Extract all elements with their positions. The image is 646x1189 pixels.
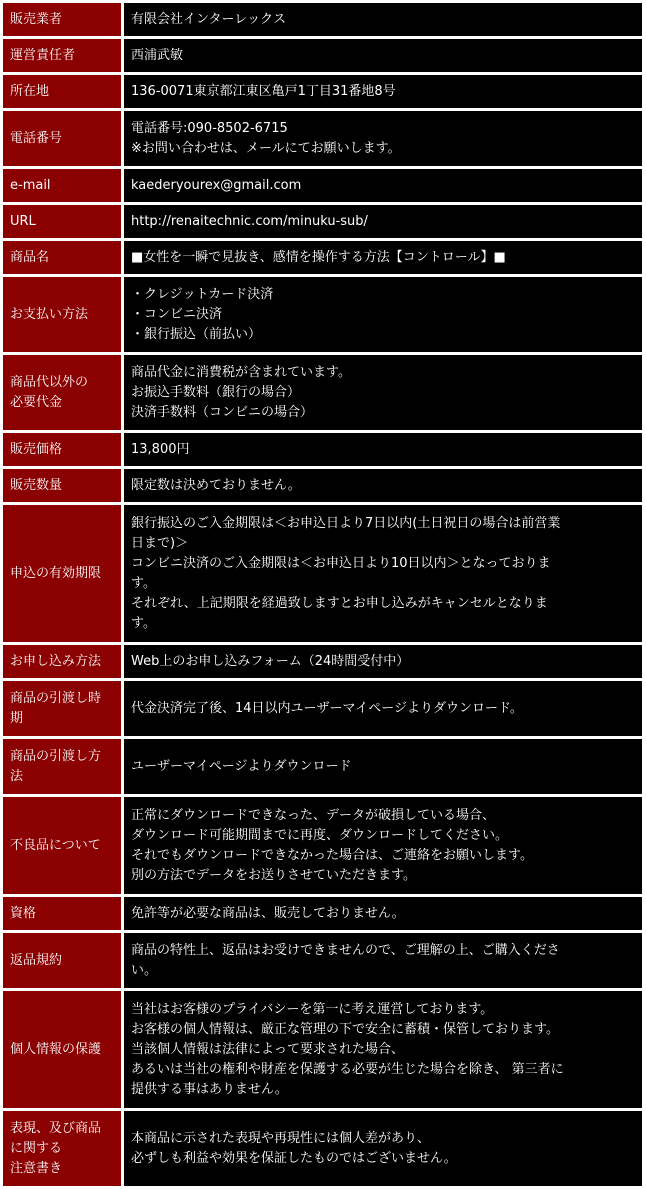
row-label: 資格 <box>3 897 121 930</box>
row-label: お支払い方法 <box>3 277 121 352</box>
table-row <box>3 169 642 202</box>
table-row <box>3 897 642 930</box>
row-label: 運営責任者 <box>3 39 121 72</box>
row-value: ユーザーマイページよりダウンロード <box>124 739 642 794</box>
row-value: 正常にダウンロードできなった、データが破損している場合、 ダウンロード可能期間までに再度、ダウンロードしてください。 それでもダウンロードできなかった場合は、ご連絡をお願いします。 別の方法でデータをお送りさせていただきます。 <box>124 797 642 894</box>
row-value: Web上のお申し込みフォーム（24時間受付中） <box>124 645 642 678</box>
table-row <box>3 469 642 502</box>
row-value: 限定数は決めておりません。 <box>124 469 642 502</box>
row-label: 商品の引渡し時 期 <box>3 681 121 736</box>
table-row <box>3 991 642 1108</box>
row-value: 電話番号:090-8502-6715 ※お問い合わせは、メールにてお願いします。 <box>124 111 642 166</box>
row-value: 代金決済完了後、14日以内ユーザーマイページよりダウンロード。 <box>124 681 642 736</box>
row-label: 表現、及び商品 に関する 注意書き <box>3 1111 121 1186</box>
row-label: お申し込み方法 <box>3 645 121 678</box>
row-label: 個人情報の保護 <box>3 991 121 1108</box>
table-row <box>3 681 642 736</box>
table-row <box>3 355 642 430</box>
row-label: 所在地 <box>3 75 121 108</box>
row-label: 商品名 <box>3 241 121 274</box>
row-value: http://renaitechnic.com/minuku-sub/ <box>124 205 642 238</box>
row-label: 商品の引渡し方 法 <box>3 739 121 794</box>
row-label: 返品規約 <box>3 933 121 988</box>
table-row <box>3 3 642 36</box>
table-row <box>3 111 642 166</box>
row-value: 136-0071東京都江東区亀戸1丁目31番地8号 <box>124 75 642 108</box>
row-value: 本商品に示された表現や再現性には個人差があり、 必ずしも利益や効果を保証したものではございません。 <box>124 1111 642 1186</box>
row-label: e-mail <box>3 169 121 202</box>
row-label: 販売業者 <box>3 3 121 36</box>
table-row <box>3 505 642 642</box>
row-value: kaederyourex@gmail.com <box>124 169 642 202</box>
table-row <box>3 241 642 274</box>
table-row <box>3 739 642 794</box>
row-value: 銀行振込のご入金期限は＜お申込日より7日以内(土日祝日の場合は前営業 日まで)＞ コンビニ決済のご入金期限は＜お申込日より10日以内＞となっておりま す。 それぞれ、上記期限を経過致しますとお申し込みがキャンセルとなりま す。 <box>124 505 642 642</box>
row-label: 不良品について <box>3 797 121 894</box>
row-label: URL <box>3 205 121 238</box>
row-value: ■女性を一瞬で見抜き、感情を操作する方法【コントロール】■ <box>124 241 642 274</box>
row-label: 申込の有効期限 <box>3 505 121 642</box>
table-row <box>3 933 642 988</box>
row-value: 当社はお客様のプライバシーを第一に考え運営しております。 お客様の個人情報は、厳正な管理の下で安全に蓄積・保管しております。 当該個人情報は法律によって要求された場合、 あるいは当社の権利や財産を保護する必要が生じた場合を除き、 第三者に 提供する事はありません。 <box>124 991 642 1108</box>
table-row <box>3 277 642 352</box>
row-value: 13,800円 <box>124 433 642 466</box>
row-label: 販売価格 <box>3 433 121 466</box>
row-value: ・クレジットカード決済 ・コンビニ決済 ・銀行振込（前払い） <box>124 277 642 352</box>
row-value: 免許等が必要な商品は、販売しておりません。 <box>124 897 642 930</box>
table-row <box>3 75 642 108</box>
table-row <box>3 645 642 678</box>
row-value: 商品の特性上、返品はお受けできませんので、ご理解の上、ご購入くださ い。 <box>124 933 642 988</box>
table-row <box>3 39 642 72</box>
table-row <box>3 433 642 466</box>
row-value: 有限会社インターレックス <box>124 3 642 36</box>
row-value: 西浦武敏 <box>124 39 642 72</box>
table-row <box>3 1111 642 1186</box>
table-row <box>3 205 642 238</box>
row-label: 商品代以外の 必要代金 <box>3 355 121 430</box>
row-value: 商品代金に消費税が含まれています。 お振込手数料（銀行の場合） 決済手数料（コンビニの場合） <box>124 355 642 430</box>
row-label: 販売数量 <box>3 469 121 502</box>
table-row <box>3 797 642 894</box>
row-label: 電話番号 <box>3 111 121 166</box>
